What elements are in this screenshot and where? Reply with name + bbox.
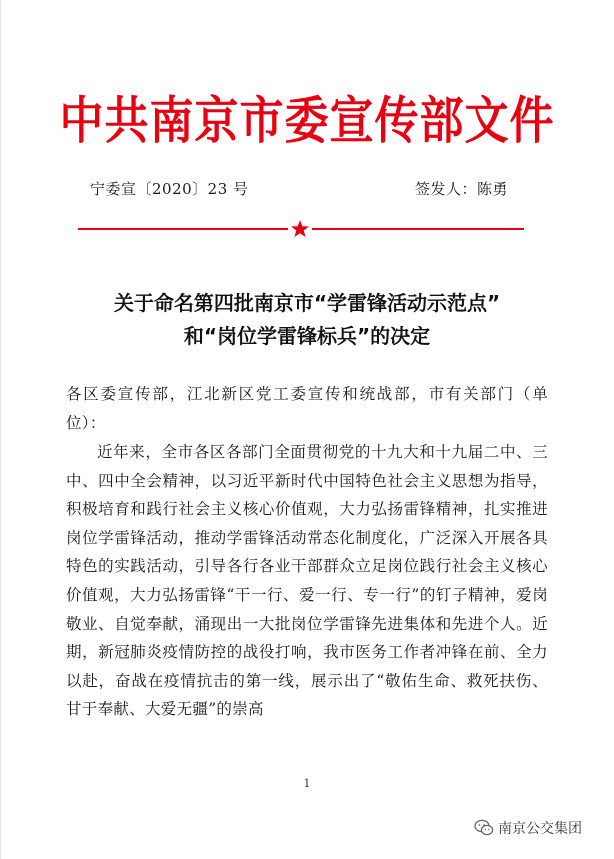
body-paragraph: 近年来，全市各区各部门全面贯彻党的十九大和十九届二中、三中、四中全会精神，以习近平新时代中国特色社会主义思想为指导，积极培育和践行社会主义核心价值观，大力弘扬雷锋精神，扎实推进岗位学雷锋活动，推动学雷锋活动常态化制度化，广泛深入开展各具特色的实践活动，引导各行各业干部群众立足岗位践行社会主义核心价值观，大力弘扬雷锋“干一行、爱一行、专一行”的钉子精神，爱岗敬业、自觉奉献，涌现出一大批岗位学雷锋先进集体和先进个人。近期，新冠肺炎疫情防控的战役打响，我市医务工作者冲锋在前、全力以赴，奋战在疫情抗击的第一线，展示出了“敬佑生命、救死扶伤、甘于奉献、大爱无疆”的崇高 (66, 443, 548, 719)
red-rule-right (312, 228, 524, 230)
star-icon (290, 219, 310, 239)
red-rule-left (78, 228, 288, 230)
watermark (474, 818, 582, 838)
addressee: 各区委宣传部，江北新区党工委宣传和统战部，市有关部门（单位）： (66, 385, 548, 432)
masthead-title: 中共南京市委宣传部文件 (59, 91, 555, 151)
title-line-1: 关于命名第四批南京市“学雷锋活动示范点” (113, 291, 501, 315)
watermark-label: 南京公交集团 (498, 821, 582, 837)
wechat-icon (474, 819, 494, 837)
signer: 签发人：陈勇 (415, 180, 509, 198)
document-number: 宁委宣〔2020〕23 号 (90, 180, 249, 198)
document-title (40, 287, 574, 353)
title-line-2: 和“岗位学雷锋标兵”的决定 (183, 324, 431, 348)
page-number: 1 (303, 777, 311, 790)
